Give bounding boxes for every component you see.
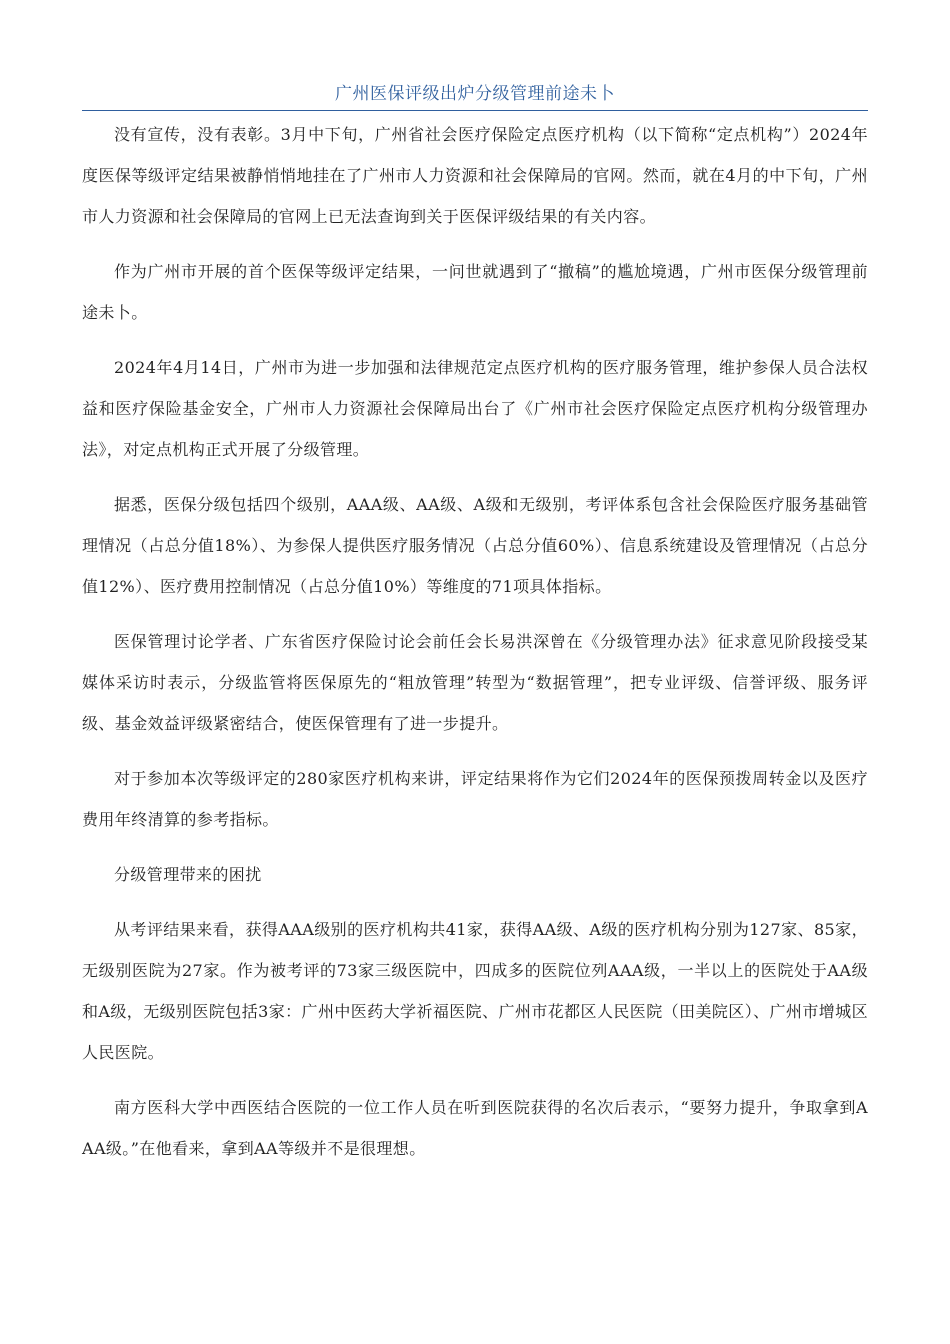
paragraph-levels: 据悉，医保分级包括四个级别，AAA级、AA级、A级和无级别，考评体系包含社会保险医疗服务基础管理情况（占总分值18%）、为参保人提供医疗服务情况（占总分值60%）、信息系统建设及管理情况（占总分值12%）、医疗费用控制情况（占总分值10%）等维度的71项具体指标。 — [82, 495, 868, 596]
section-subheading: 分级管理带来的困扰 — [114, 865, 262, 884]
article-body — [82, 114, 868, 1183]
paragraph-hospital-reaction: 南方医科大学中西医结合医院的一位工作人员在听到医院获得的名次后表示，“要努力提升，争取拿到AAA级。”在他看来，拿到AA等级并不是很理想。 — [82, 1098, 868, 1158]
page-title: 广州医保评级出炉分级管理前途未卜 — [335, 84, 615, 104]
paragraph-expert-comment: 医保管理讨论学者、广东省医疗保险讨论会前任会长易洪深曾在《分级管理办法》征求意见阶段接受某媒体采访时表示，分级监管将医保原先的“粗放管理”转型为“数据管理”，把专业评级、信誉评级、服务评级、基金效益评级紧密结合，使医保管理有了进一步提升。 — [82, 632, 868, 733]
paragraph-policy: 2024年4月14日，广州市为进一步加强和法律规范定点医疗机构的医疗服务管理，维护参保人员合法权益和医疗保险基金安全，广州市人力资源社会保障局出台了《广州市社会医疗保险定点医疗机构分级管理办法》，对定点机构正式开展了分级管理。 — [82, 358, 868, 459]
paragraph-impact: 对于参加本次等级评定的280家医疗机构来讲，评定结果将作为它们2024年的医保预拨周转金以及医疗费用年终清算的参考指标。 — [82, 769, 868, 829]
page-header — [82, 80, 868, 111]
paragraph-results: 从考评结果来看，获得AAA级别的医疗机构共41家，获得AA级、A级的医疗机构分别为127家、85家，无级别医院为27家。作为被考评的73家三级医院中，四成多的医院位列AAA级，一半以上的医院处于AA级和A级，无级别医院包括3家：广州中医药大学祈福医院、广州市花都区人民医院（田美院区）、广州市增城区人民医院。 — [82, 920, 868, 1062]
paragraph-retraction: 作为广州市开展的首个医保等级评定结果，一问世就遇到了“撤稿”的尴尬境遇，广州市医保分级管理前途未卜。 — [82, 262, 868, 322]
paragraph-intro: 没有宣传，没有表彰。3月中下旬，广州省社会医疗保险定点医疗机构（以下简称“定点机构”）2024年度医保等级评定结果被静悄悄地挂在了广州市人力资源和社会保障局的官网。然而，就在4月的中下旬，广州市人力资源和社会保障局的官网上已无法查询到关于医保评级结果的有关内容。 — [82, 125, 868, 226]
